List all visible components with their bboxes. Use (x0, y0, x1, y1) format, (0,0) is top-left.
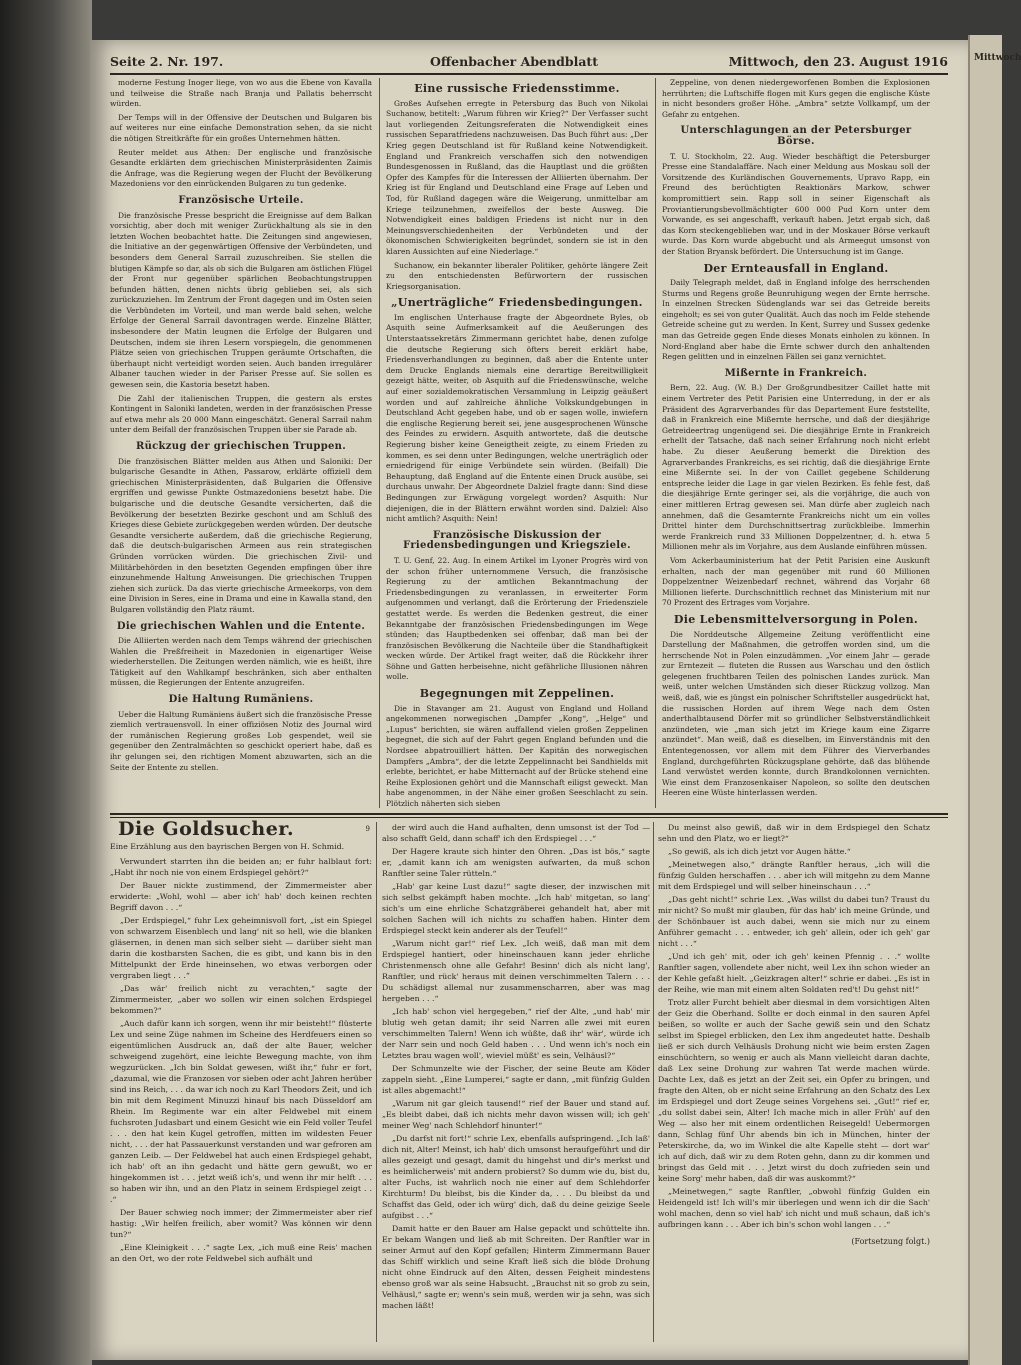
paragraph: Der Schmunzelte wie der Fischer, der seine Beute am Köder zappeln sieht. „Eine Lumperei,“ sagte er dann, „mit fünfzig Gulden ist alles abgemacht!“ (382, 1064, 650, 1095)
paragraph: Großes Aufsehen erregte in Petersburg das Buch von Nikolai Suchanow, betitelt: „Warum führen wir Krieg?“ Der Verfasser sucht laut vorliegenden Zeitungsreferaten die Notwendigkeit eines russischen Separatfriedens nachzuweisen. Das Buch führt aus: „Der Krieg gegen Deutschland ist für Rußland keine Notwendigkeit. England und Frankreich verschaffen sich den notwendigen Bundesgenossen in Rußland, das die Hauptlast und die größten Opfer des Kampfes für die Interessen der Alliierten übernahm. Der Krieg ist für England und Deutschland eine Frage auf Leben und Tod, für Rußland dagegen wäre die Weigerung, unmittelbar am Kriege teilzunehmen, zweifellos der beste Ausweg. Die Notwendigkeit eines baldigen Friedens ist nicht nur in den Meinungsverschiedenheiten der Verbündeten und der ökonomischen Schwierigkeiten begründet, sondern sie ist in den klaren Aussichten auf eine Niederlage.“ (386, 98, 648, 256)
newspaper-name: Offenbacher Abendblatt (430, 54, 598, 69)
headline: Die griechischen Wahlen und die Entente. (116, 620, 366, 632)
headline: Die Lebensmittelversorgung in Polen. (673, 612, 919, 626)
headline: Begegnungen mit Zeppelinen. (419, 687, 615, 701)
headline: Französische Diskussion der Friedensbedingungen und Kriegsziele. (403, 529, 631, 552)
paragraph: Der Bauer nickte zustimmend, der Zimmermeister aber erwiderte: „Wohl, wohl — aber ich' hab' doch keinen rechten Begriff davon . . .“ (110, 881, 372, 912)
running-header (110, 54, 948, 74)
story-title: Die Goldsucher. (118, 818, 295, 840)
headline: Rückzug der griechischen Truppen. (135, 441, 347, 452)
feuilleton-rule (110, 813, 948, 815)
paragraph: Die französischen Blätter melden aus Athen und Saloniki: Der bulgarische Gesandte in Athen, Passarow, erklärte offiziell dem griechischen Ministerpräsidenten, daß Bulgarien die Offensive ergriffen und gewisse Punkte Ostmazedoniens besetzt habe. Die bulgarische und die deutsche Gesandte versicherten, daß die Bevölkerung der besetzten Bezirke geschont und am Schluß des Krieges diese Gebiete zurückgegeben werden würden. Der deutsche Gesandte versicherte außerdem, daß die griechische Regierung, daß die deutsch-bulgarischen Armeen aus rein strategischen Gründen vorrücken würden. Die griechischen Zivil- und Militärbehörden in den besetzten Gegenden empfingen über ihre einzunehmende Haltung Anweisungen. Die griechischen Truppen ziehen sich zurück. Da das vierte griechische Armeekorps, von dem eine Division in Seres, eine in Drama und eine in Kawalla stand, den Bulgaren vollständig den Platz räumt. (110, 456, 372, 614)
paragraph: Die französische Presse bespricht die Ereignisse auf dem Balkan vorsichtig, aber doch mit weniger Zurückhaltung als sie in den letzten Wochen beobachtet hatte. Die Zeitungen sind angewiesen, die Initiative an der gegenwärtigen Offensive der Verbündeten, und besonders dem General Sarrail zuzuschreiben. Sie stellen die blutigen Kämpfe so dar, als ob sich die Bulgaren am östlichen Flügel der Front nur gegenüber spärlichen Beobachtungstruppen befunden hätten, denen nichts übrig geblieben sei, als sich zurückzuziehen. Im Zentrum der Front dagegen und im Osten seien die Verbündeten im Vorteil, und man werde bald sehen, welche Erfolge der General Sarrail davontragen werde. Einzelne Blätter, insbesondere der Matin leugnen die Erfolge der Bulgaren und Deutschen, indem sie ihren Lesern vorspiegeln, die genommenen Plätze seien von griechischen Truppen geräumte Ortschaften, die überhaupt nicht verteidigt worden seien. Auch banden irregulärer Albaner tauchen wieder in der Pariser Presse auf. Sie sollen es gewesen sein, die Kastoria besetzt haben. (110, 210, 372, 390)
next-page-edge (968, 35, 1021, 1365)
paragraph: Die Zahl der italienischen Truppen, die gestern als erstes Kontingent in Saloniki landeten, werden in der französischen Presse auf etwa mehr als 20 000 Mann eingeschätzt. General Sarrail nahm unter dem Beifall der französischen Truppen über sie Parade ab. (110, 393, 372, 435)
story-column-2 (382, 822, 650, 1342)
headline: „Unerträgliche“ Friedensbedingungen. (391, 296, 643, 310)
paragraph: Im englischen Unterhause fragte der Abgeordnete Byles, ob Asquith seine Aufmerksamkeit auf die Aeußerungen des Unterstaatssekretärs Zimmermann gerichtet habe, denen zufolge die deutsche Regierung sich öfters bereit erklärt habe, Friedensverhandlungen zu beginnen, daß aber die Entente unter dem Drucke Englands niemals eine derartige Bereitwilligkeit gezeigt hätte, weiter, ob Asquith auf die Friedenswünsche, welche auf einer sozialdemokratischen Versammlung in Leipzig geäußert worden und auf zahlreiche ähnliche Volkskundgebungen in Deutschland Acht gegeben habe, und ob er sagen wolle, inwiefern die englische Regierung bereit sei, jene ausgesprochenen Wünsche des Feindes zu erwidern. Asquith antwortete, daß die deutsche Regierung bisher keine Geneigtheit zeigte, zu einem Frieden zu kommen, es sei denn unter Bedingungen, welche unerträglich oder erniedrigend für einige Verbündete sein würden. (Beifall) Die Behauptung, daß England auf die Entente einen Druck ausübe, sei durchaus unwahr. Der Abgeordnete Dalziel fragte dann: Sind diese Bedingungen zur Erwägung vorgelegt worden? Asquith: Nur diejenigen, die in der Blättern erwähnt worden sind. Dalziel: Also nicht amtlich? Asquith: Nein! (386, 312, 648, 524)
paragraph: Reuter meldet aus Athen: Der englische und französische Gesandte erklärten dem griechischen Ministerpräsidenten Zaimis die Anfrage, was die Regierung wegen der Flucht der Bevölkerung Mazedoniens vor den einrückenden Bulgaren zu tun gedenke. (110, 147, 372, 189)
newspaper-page (90, 40, 968, 1360)
paragraph: „Und ich geh' mit, oder ich geh' keinen Pfennig . . .“ wollte Ranftler sagen, vollendete aber nicht, weil Lex ihn schon wieder an der Kehle gefaßt hielt. „Geizkragen alter!“ schrie er dabei. „Es ist in der Reihe, wie man mit einem alten Soldaten red't! Du gehst nit!“ (658, 952, 930, 994)
paragraph: der wird auch die Hand aufhalten, denn umsonst ist der Tod — also schafft Geld, dann schaff' ich den Erdspiegel . . .“ (382, 823, 650, 843)
paragraph: Zeppeline, von denen niedergeworfenen Bomben die Explosionen herrührten; die Luftschiffe flogen mit Kurs gegen die englische Küste in nicht besonders großer Höhe. „Ambra“ setzte Vollkampf, um der Gefahr zu entgehen. (662, 78, 930, 119)
paragraph: „Du darfst nit fort!“ schrie Lex, ebenfalls aufspringend. „Ich laß' dich nit, Alter! Meinst, ich hab' dich umsonst heraufgeführt und dir alles gezeigt und gesagt, damit du hingehst und dir's merkst und es heimlicherweis' mit andern probierst? So dumm wie du, bist du, alter Fuchs, ist wahrlich noch nie einer auf dem Schlehdorfer Kirchturm! Du bleibst, bis die Kinder da, . . . Du bleibst da und Schaffst das Geld, oder ich würg' dich, daß du deine geizige Seele aufgibst . . .“ (382, 1134, 650, 1220)
installment-number: 9 (365, 825, 370, 833)
paragraph: „Ich hab' schon viel hergegeben,“ rief der Alte, „und hab' mir blutig weh getan damit; ihr seid Narren alle zwei mit euren verschimmelten Talern! Wenn ich wüßte, daß ihr' wär', würde ich der Narr sein und noch Geld haben . . . Und wenn ich's noch ein Letztes brau wagen woll', wieviel müßt' es sein, Velhäusl?“ (382, 1007, 650, 1060)
paragraph: Trotz aller Furcht behielt aber diesmal in dem vorsichtigen Alten der Geiz die Oberhand. Sollte er doch einmal in den sauren Apfel beißen, so wollte er auch der Sache gewiß sein und den Schatz selbst im Spiegel erblicken, den Lex ihm angedeutet hatte. Deshalb ließ er sich durch Velhäusls Drohung nicht wie beim ersten Zagen einschüchtern, so wenig er auch als Mann vielleicht daran dachte, daß Lex seine Drohung zur wahren Tat werde machen würde. Dachte Lex, daß es jetzt an der Zeit sei, ein Opfer zu bringen, und fragte den Alten, ob er nicht seine Erfahrung an den Schatz des Lex im Erdspiegel und dort Zeuge seines Vorgehens sei. „Gut!“ rief er, „du sollst dabei sein, Alter! Ich mache mich in aller Früh' auf den Weg — also her mit einem ordentlichen Reisegeld! Uebermorgen dann, Schlag fünf Uhr abends bin ich in München, hinter der Peterskirche, da, wo im Winkel die alte Kapelle steht — dort war' ich auf dich, daß wir zu dem Roten gehn, dann zu dir kommen und bringst das Geld mit . . . Jetzt wirst du doch zufrieden sein und keine Sorg' mehr haben, daß dir was auskommt?“ (658, 998, 930, 1183)
header-rule (110, 73, 948, 75)
news-column-3 (662, 78, 930, 808)
paragraph: Verwundert starrten ihn die beiden an; er fuhr halblaut fort: „Habt ihr noch nie von einem Erdspiegel gehört?“ (110, 857, 372, 877)
paragraph: moderne Festung Inoger liege, von wo aus die Ebene von Kavalla und teilweise die Straße nach Branja und Pallatis beherrscht würden. (110, 78, 372, 109)
headline: Die Haltung Rumäniens. (168, 694, 314, 706)
paragraph: „Hab' gar keine Lust dazu!“ sagte dieser, der inzwischen mit sich selbst gekämpft haben mochte. „Ich hab' mitgetan, so lang' sich's um eine ehrliche Schatzgräberei gehandelt hat, aber mit solchen Sachen will ich nichts zu schaffen haben. Hinter dem Erdspiegel steckt kein anderer als der Teufel!“ (382, 882, 650, 935)
news-column-2 (386, 78, 648, 808)
paragraph: Der Temps will in der Offensive der Deutschen und Bulgaren bis auf weiteres nur eine einfache Demonstration sehen, da sie nicht die nötigen Streitkräfte für ein großes Unternehmen hätten. (110, 112, 372, 143)
paragraph: „Warum nicht gar!“ rief Lex. „Ich weiß, daß man mit dem Erdspiegel hantiert, oder hineinschauen kann jeder ehrliche Christenmensch ohne alle Gefahr! Besinn' dich als nicht lang', Ranftler, und rück' heraus mit deinen verschimmelten Talern . . . Du schädigst allemal nur zusammenscharren, aber was mag hergeben . . .“ (382, 939, 650, 1003)
headline: Mißernte in Frankreich. (724, 367, 868, 379)
column-divider (376, 822, 377, 1342)
story-subtitle: Eine Erzählung aus den bayrischen Bergen von H. Schmid. (110, 842, 345, 851)
story-column-3 (658, 822, 930, 1342)
headline: Französische Urteile. (178, 194, 304, 206)
paragraph: „Auch dafür kann ich sorgen, wenn ihr mir beisteht!“ flüsterte Lex und seine Züge nahmen im Scheine des Herdfeuers einen so eigentümlichen Ausdruck an, daß der alte Bauer, welcher schweigend zugehört, eine leichte Bewegung machte, von ihm wegzurücken. „Ich bin Soldat gewesen, wißt ihr,“ fuhr er fort, „dazumal, wie die Franzosen vor sieben oder acht Jahren herüber sind ins Reich, . . . da war ich noch zu Karl Theodors Zeit, und ich bin mit dem Regiment Minuzzi hinauf bis nach Düsseldorf am Rhein. Im Regimente war ein alter Feldwebel mit einem fuchsroten Judasbart und einem Gesicht wie ein Feld voller Teufel . . . den hat kein Kugel getroffen, mitten im wildesten Feuer nicht, . . . der hat Passauerkunst verstanden und war gefroren am ganzen Leib. — Der Feldwebel hat auch einen Erdspiegel gehabt, ich hab' oft an ihn gedacht und hätte gern gewußt, wo er hingekommen ist . . . jetzt weiß ich's, und wenn ihr mir helft . . . so haben wir ihn, und an den Platz in seinem Erdspiegel zeigt . . .“ (110, 1019, 372, 1204)
book-binding (0, 0, 92, 1365)
issue-date: Mittwoch, den 23. August 1916 (728, 54, 948, 69)
paragraph: T. U. Genf, 22. Aug. In einem Artikel im Lyoner Progrès wird von der schon früher unternommene Versuch, die französische Regierung zu der amtlichen Bekanntmachung der Friedensbedingungen zu veranlassen, in erweiterter Form aufgenommen und verlangt, daß die Erörterung der Friedensziele gestattet werde. Es werden die Bedenken gestreut, die einer Bekanntgabe der französischen Friedensbedingungen im Wege stünden; das Hauptbedenken sei offenbar, daß man bei der französischen Bevölkerung die Nachteile über die Standhaftigkeit wecken würde. Der Artikel fragt weiter, daß die Rückkehr ihrer Söhne und Gatten herbeisehne, nicht gefährliche Illusionen nähren wolle. (386, 555, 648, 682)
paragraph: Der Bauer schwieg noch immer; der Zimmermeister aber rief hastig: „Wir helfen freilich, aber womit? Was können wir denn tun?“ (110, 1208, 372, 1239)
paragraph: „Das wär' freilich nicht zu verachten,“ sagte der Zimmermeister, „aber wo sollen wir einen solchen Erdspiegel bekommen?“ (110, 984, 372, 1015)
story-column-1 (110, 818, 372, 1342)
to-be-continued: (Fortsetzung folgt.) (851, 1237, 930, 1246)
paragraph: Die Alliierten werden nach dem Temps während der griechischen Wahlen die Preßfreiheit in Mazedonien in eigenartiger Weise wiederherstellen. Die Zeitungen werden nämlich, wie es heißt, ihre Tätigkeit auf den Wahlkampf beschränken, sich aber enthalten müssen, die Regierungen der Entente anzugreifen. (110, 636, 372, 688)
paragraph: Vom Ackerbauministerium hat der Petit Parisien eine Auskunft erhalten, nach der man gegenüber mit rund 60 Millionen Doppelzentner Weizenbedarf rechnet, während das Vorjahr 68 Millionen lieferte. Durchschnittlich rechnet das Ministerium mit nur 70 Prozent des Ertrages vom Vorjahre. (662, 555, 930, 608)
paragraph: „Eine Kleinigkeit . . .“ sagte Lex, „ich muß eine Reis' machen an den Ort, wo der rote Feldwebel sich aufhält und (110, 1243, 372, 1263)
paragraph: Ueber die Haltung Rumäniens äußert sich die französische Presse ziemlich vertrauensvoll. In einer offiziösen Notiz des Journal wird der rumänischen Regierung großes Lob gespendet, weil sie gegenüber den Zentralmächten so geschickt operiert habe, daß es ihr gelungen sei, den richtigen Moment abzuwarten, sich an die Seite der Entente zu stellen. (110, 709, 372, 772)
column-divider (655, 78, 656, 808)
paragraph: „Meinetwegen,“ sagte Ranftler, „obwohl fünfzig Gulden ein Heidengeld ist! Ich will's mir überlegen und wenn ich dir die Sach' wohl machen, denn so viel hab' ich nicht und muß schaun, daß ich's aufbringen kann . . . Aber ich bin's schon wohl langen . . .“ (658, 1187, 930, 1229)
news-column-1 (110, 78, 372, 808)
paragraph: Bern, 22. Aug. (W. B.) Der Großgrundbesitzer Caillet hatte mit einem Vertreter des Petit Parisien eine Unterredung, in der er als Präsident des Agrarverbandes für das Departement Eure feststellte, daß in Frankreich eine Mißernte herrsche, und daß der diesjährige Getreideertrag ungenügend sei. Die diesjährige Ernte in Frankreich erhellt der Tatsache, daß nach seiner Erfahrung noch nicht erlebt habe. Zu dieser Aeußerung bemerkt die Direktion des Agrarverbandes Frankreichs, es sei richtig, daß die diesjährige Ernte eine Mißernte sei. In der von Caillet gegebene Schilderung entspreche leider die Lage in gar vielen Bezirken. Es fehle fest, daß die diesjährige Ernte geringer sei, als die vorjährige, die auch von einer mittleren Ertrag gewesen sei. Man dürfe aber zugleich nach annehmen, daß die Gesamternte Frankreichs nicht um ein volles Drittel hinter dem Durchschnittsertrag zurückbleibe. Immerhin werde Frankreich rund 33 Millionen Doppelzentner, d. h. etwa 5 Millionen mehr als im Vorjahre, aus dem Auslande einführen müssen. (662, 383, 930, 552)
paragraph: Daily Telegraph meldet, daß in England infolge des herrschenden Sturms und Regens große Beunruhigung wegen der Ernte herrsche. In einzelnen Strecken Südenglands war sei das Getreide bereits eingeholt; es sei von guter Qualität. Auch das noch im Felde stehende Getreide scheine gut zu werden. In Kent, Surrey und Sussex gedenke man das Getreide gegen Ende dieses Monats einholen zu können. In Nord-England aber habe die Ernte schwer durch den anhaltenden Regen gelitten und in einzelnen Fällen sei ganz vernichtet. (662, 278, 930, 362)
paragraph: „Das geht nicht!“ schrie Lex. „Was willst du dabei tun? Traust du mir nicht? So mußt mir glauben, für das hab' ich meine Gründe, und der Schönbauer ist auch dabei, wenn sie mich nur zu einem Anführer gemacht . . . entweder, ich geh' allein, oder ich geh' gar nicht . . .“ (658, 895, 930, 948)
page-number: Seite 2. Nr. 197. (110, 54, 224, 69)
paragraph: Die Norddeutsche Allgemeine Zeitung veröffentlicht eine Darstellung der Maßnahmen, die getroffen worden sind, um die herrschende Not in Polen einzudämmen. „Vor einem Jahr — gerade zur Erntezeit — fluteten die Russen aus Warschau und den östlich gelegenen fruchtbaren Teilen des polnischen Landes zurück. Man weiß, unter welchen Umständen sich dieser Rückzug vollzog. Man weiß, daß, wie es jüngst ein polnischer Schriftsteller ausgedrückt hat, die russischen Horden auf ihrem Wege nach dem Osten anderthalbtausend Dörfer mit so gründlicher Selbstverständlichkeit anzündeten, wie „man sich jetzt im Kriege kaum eine Zigarre anzündet“. Man weiß, daß es dieselben, im Einverständnis mit den Ententegenossen, vor allem mit dem Führer des Vierverbandes England, durchgeführten Rückzugsplane gehörte, daß das blühende Land verwüstet werden konnte, durch Brandkolonnen vernichten. Wie einst dem Franzosenkaiser Napoleon, so sollte den deutschen Heeren eine Wüste hinterlassen werden. (662, 629, 930, 798)
headline: Eine russische Friedensstimme. (414, 82, 620, 95)
paragraph: T. U. Stockholm, 22. Aug. Wieder beschäftigt die Petersburger Presse eine Standalaffäre. Nach einer Meldung aus Moskau soll der Vorsitzende des Kurländischen Gouvernements, Upravo Rapp, ein Freund des berüchtigten Reaktionärs Markow, schwer kompromittiert sein. Rapp soll in seiner Eigenschaft als Proviantierungsbevollmächtigter 600 000 Pud Korn unter dem Vorwande, es sei angeschafft, verkauft haben. Jetzt ergab sich, daß das Korn steckengeblieben war, und in der Moskauer Börse verkauft wurde. Das Korn wurde abgebucht und als Armeegut umsonst von der Station Bryansk befördert. Die Untersuchung ist im Gange. (662, 151, 930, 256)
paragraph: „Meinetwegen also,“ drängte Ranftler heraus, „ich will die fünfzig Gulden herschaffen . . . aber ich will mitgehn zu dem Manne mit dem Erdspiegel und will selber hineinschaun . . .“ (658, 860, 930, 891)
headline: Der Ernteausfall in England. (703, 261, 889, 275)
paragraph: Du meinst also gewiß, daß wir in dem Erdspiegel den Schatz sehn und den Platz, wo er liegt?“ (658, 823, 930, 843)
column-divider (379, 78, 380, 808)
paragraph: Damit hatte er den Bauer am Halse gepackt und schüttelte ihn. Er bekam Wangen und ließ ab mit Schreiten. Der Ranftler war in seiner Armut auf den Kopf gefallen; Hinterm Zimmermann Bauer das Schiff wirklich und seine Kraft ließ sich die blöde Drohung nicht ohne Eindruck auf den Alten, dessen Feigheit mindestens ebenso groß war als seine Habsucht. „Brauchst nit so grob zu sein, Velhäusl,“ sagte er; wenn's sein muß, werden wir ja sehn, was sich machen läßt! (382, 1224, 650, 1310)
paragraph: Der Hagere kraute sich hinter den Ohren. „Das ist bös,“ sagte er, „damit kann ich am wenigsten aufwarten, da muß schon Ranftler seine Taler rütteln.“ (382, 847, 650, 878)
paragraph: „So gewiß, als ich dich jetzt vor Augen hätte.“ (668, 847, 851, 856)
next-page-header: Mittwoch (974, 53, 1021, 63)
paragraph: „Warum nit gar gleich tausend!“ rief der Bauer und stand auf. „Es bleibt dabei, daß ich nichts mehr davon wissen will; ich geh' meiner Weg' nach Schlehdorf hinunter!“ (382, 1099, 650, 1130)
column-divider (653, 822, 654, 1342)
headline: Unterschlagungen an der Petersburger Börse. (680, 125, 912, 147)
paragraph: Die in Stavanger am 21. August von England und Holland angekommenen norwegischen „Dampfer „Kong“, „Helge“ und „Lupus“ berichten, sie wären auffallend vielen großen Zeppelinen begegnet, die sich auf der Fahrt gegen England befunden und die Nordsee abpatrouilliert hätten. Der Kapitän des norwegischen Dampfers „Ambra“, der die letzte Zeppelinnacht bei Sandhields mit erlebte, berichtet, er habe Mitternacht auf der Brücke stehend eine Reihe Explosionen gehört und die Mannschaft eiligst geweckt. Man habe angenommen, in der Nähe einer großen Seeschlacht zu sein. Plötzlich näherten sich sieben (386, 703, 648, 808)
paragraph: „Der Erdspiegel,“ fuhr Lex geheimnisvoll fort, „ist ein Spiegel von schwarzem Eisenblech und lang' nit so hell, wie die blanken gläsernen, in denen man sich selber sieht — darüber sieht man darin die kostbarsten Sachen, die es gibt, und kann bis in den Mittelpunkt der Erde hineinsehen, wo etwas verborgen oder vergraben liegt . . .“ (110, 916, 372, 980)
paragraph: Suchanow, ein bekannter liberaler Politiker, gehörte längere Zeit zu den entschiedensten Befürwortern der russischen Kriegsorganisation. (386, 260, 648, 291)
